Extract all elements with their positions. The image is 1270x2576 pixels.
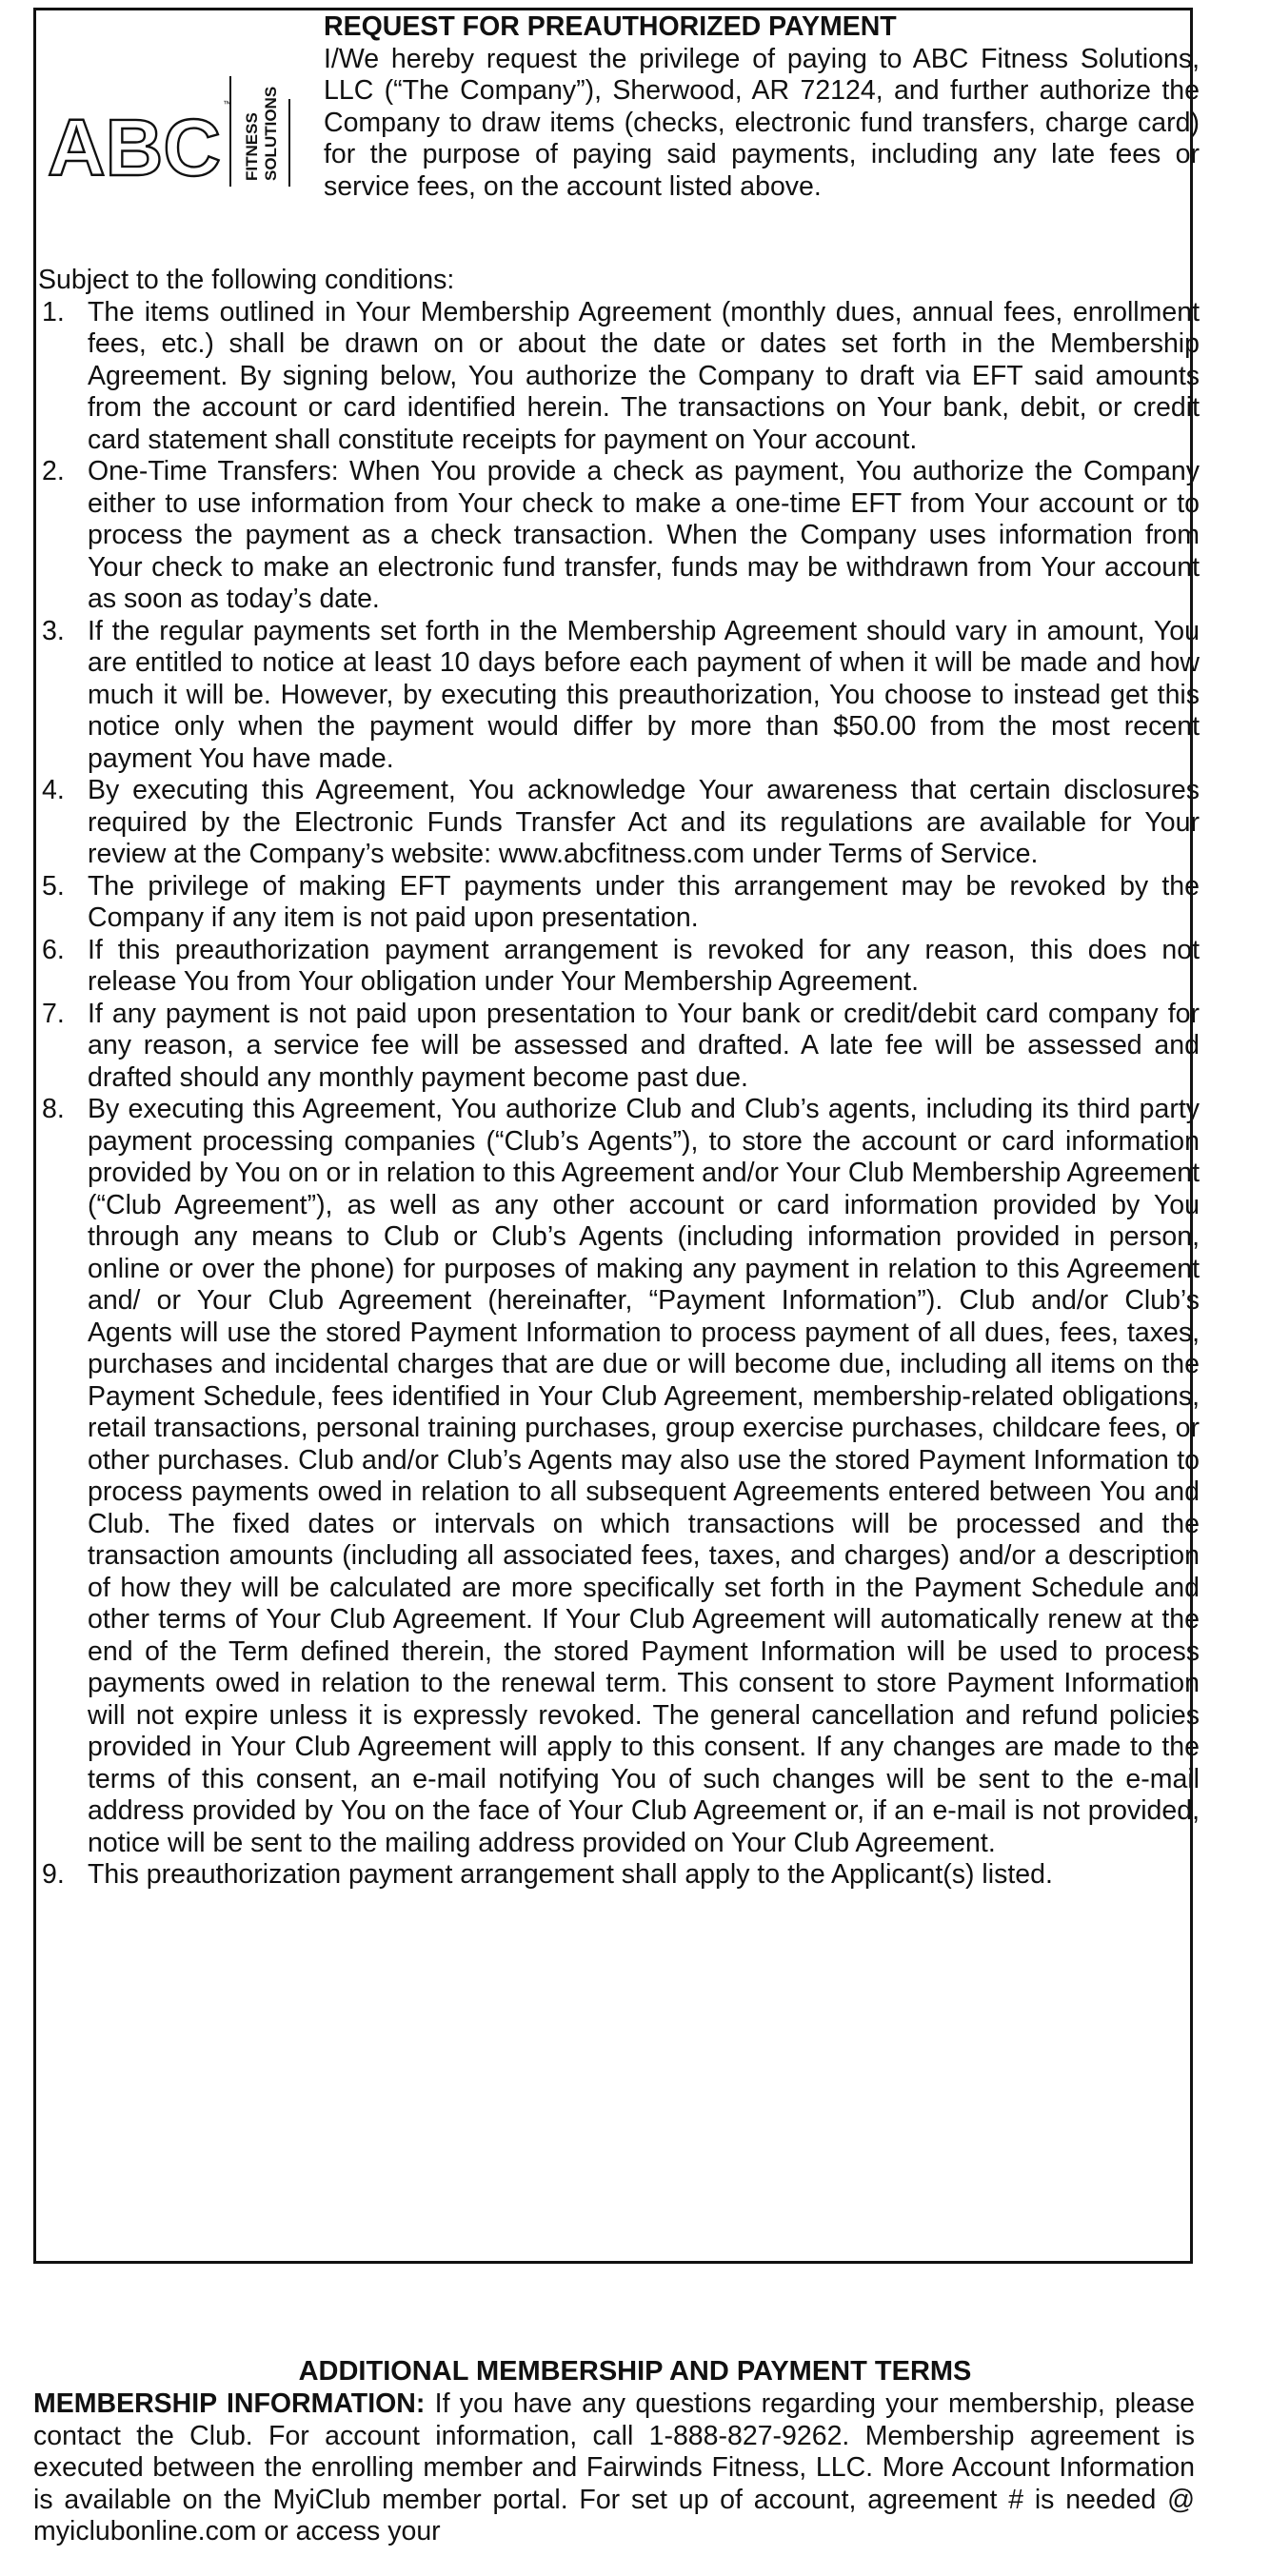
condition-number: 8. (42, 1094, 65, 1124)
logo-tagline-line1: FITNESS (243, 112, 261, 181)
abc-fitness-logo (46, 59, 295, 192)
condition-item (38, 871, 1201, 935)
condition-item (38, 297, 1201, 457)
condition-text: The privilege of making EFT payments under this arrangement may be revoked by the Company if any item is not paid upon presentation. (88, 870, 1200, 933)
conditions-list (38, 297, 1201, 1892)
condition-text: This preauthorization payment arrangement shall apply to the Applicant(s) listed. (88, 1859, 1053, 1890)
request-title: REQUEST FOR PREAUTHORIZED PAYMENT (324, 11, 897, 42)
condition-number: 7. (42, 998, 65, 1029)
logo-trademark: ™ (223, 99, 231, 109)
condition-text: If any payment is not paid upon presentation to Your bank or credit/debit card company for any reason, a service fee will be assessed and drafted. A late fee will be assessed and drafted should any monthly payment become past due. (88, 998, 1200, 1093)
condition-text: By executing this Agreement, You acknowledge Your awareness that certain disclosures required by the Electronic Funds Transfer Act and its regulations are available for Your review at the Company’s website: www.abcfitness.com under Terms of Service. (88, 775, 1200, 869)
request-header (324, 11, 1200, 203)
abc-logo-graphic (46, 59, 295, 192)
condition-number: 1. (42, 296, 65, 327)
condition-text: If this preauthorization payment arrangement is revoked for any reason, this does not release You from Your obligation under Your Membership Agreement. (88, 934, 1200, 997)
condition-item (38, 1859, 1201, 1892)
condition-text: By executing this Agreement, You authorize Club and Club’s agents, including its third party payment processing companies (“Club’s Agents”), to store the account or card information provided by You on or in relation to this Agreement and/or Your Club Membership Agreement (“Club Agreement”), as well as any other account or card information provided by You through any means to Club or Club’s Agents (including information provided in person, online or over the phone) for purposes of making any payment in relation to this Agreement and/ or Your Club Agreement (hereinafter, “Payment Information”). Club and/or Club’s Agents will use the stored Payment Information to process payment of all dues, fees, taxes, purchases and incidental charges that are due or will become due, including all items on the Payment Schedule, fees identified in Your Club Agreement, membership-related obligations, retail transactions, personal training purchases, group exercise purchases, childcare fees, or other purchases. Club and/or Club’s Agents may also use the stored Payment Information to process payments owed in relation to all subsequent Agreements entered between You and Club. The fixed dates or intervals on which transactions will be processed and the transaction amounts (including all associated fees, taxes, and charges) and/or a description of how they will be calculated are more specifically set forth in the Payment Schedule and other terms of Your Club Agreement. If Your Club Agreement will automatically renew at the end of the Term defined therein, the stored Payment Information will be used to process payments owed in relation to the renewal term. This consent to store Payment Information will not expire unless it is expressly revoked. The general cancellation and refund policies provided in Your Club Agreement will apply to this consent. If any changes are made to the terms of this consent, an e-mail notifying You of such changes will be sent to the e-mail address provided by You on the face of Your Club Agreement or, if an e-mail is not provided, notice will be sent to the mailing address provided on Your Club Agreement. (88, 1094, 1200, 1858)
conditions-intro: Subject to the following conditions: (38, 265, 455, 295)
condition-item (38, 999, 1201, 1095)
condition-number: 3. (42, 615, 65, 646)
condition-number: 5. (42, 870, 65, 902)
additional-terms-title: ADDITIONAL MEMBERSHIP AND PAYMENT TERMS (298, 2356, 972, 2387)
logo-wordmark: ABC (48, 103, 221, 192)
request-paragraph: I/We hereby request the privilege of paying to ABC Fitness Solutions, LLC (“The Company”), Sherwood, AR 72124, and further authorize the Company to draw items (checks, electronic fund transfers, charge card) for the purpose of paying said payments, including any late fees or service fees, on the account listed above. (324, 43, 1200, 202)
condition-item (38, 1094, 1201, 1859)
logo-tagline-line2: SOLUTIONS (262, 86, 280, 181)
condition-item (38, 935, 1201, 999)
conditions-section (38, 265, 1201, 1892)
condition-number: 2. (42, 456, 65, 486)
condition-number: 6. (42, 934, 65, 965)
membership-information-text: If you have any questions regarding your membership, please contact the Club. For account information, call 1-888-827-9262. Membership agreement is executed between the enrolling member and Fairwinds Fitness, LLC. More Account Information is available on the MyiClub member portal. For set up of account, agreement # is needed @ myiclubonline.com or access your (33, 2388, 1195, 2546)
condition-item (38, 616, 1201, 776)
membership-information (33, 2388, 1195, 2548)
condition-text: One-Time Transfers: When You provide a check as payment, You authorize the Company either to use information from Your check to make a one-time EFT from Your account or to process the payment as a check transaction. When the Company uses information from Your check to make an electronic fund transfer, funds may be withdrawn from Your account as soon as today’s date. (88, 456, 1200, 614)
condition-item (38, 456, 1201, 616)
condition-text: The items outlined in Your Membership Agreement (monthly dues, annual fees, enrollment fees, etc.) shall be drawn on or about the date or dates set forth in the Membership Agreement. By signing below, You authorize the Company to draft via EFT said amounts from the account or card identified herein. The transactions on Your bank, debit, or credit card statement shall constitute receipts for payment on Your account. (88, 296, 1200, 455)
membership-information-label: MEMBERSHIP INFORMATION: (33, 2388, 426, 2419)
condition-item (38, 775, 1201, 871)
condition-text: If the regular payments set forth in the Membership Agreement should vary in amount, You are entitled to notice at least 10 days before each payment of when it will be made and how much it will be. However, by executing this preauthorization, You choose to instead get this notice only when the payment would differ by more than $50.00 from the most recent payment You have made. (88, 615, 1200, 774)
condition-number: 9. (42, 1859, 65, 1890)
condition-number: 4. (42, 775, 65, 805)
